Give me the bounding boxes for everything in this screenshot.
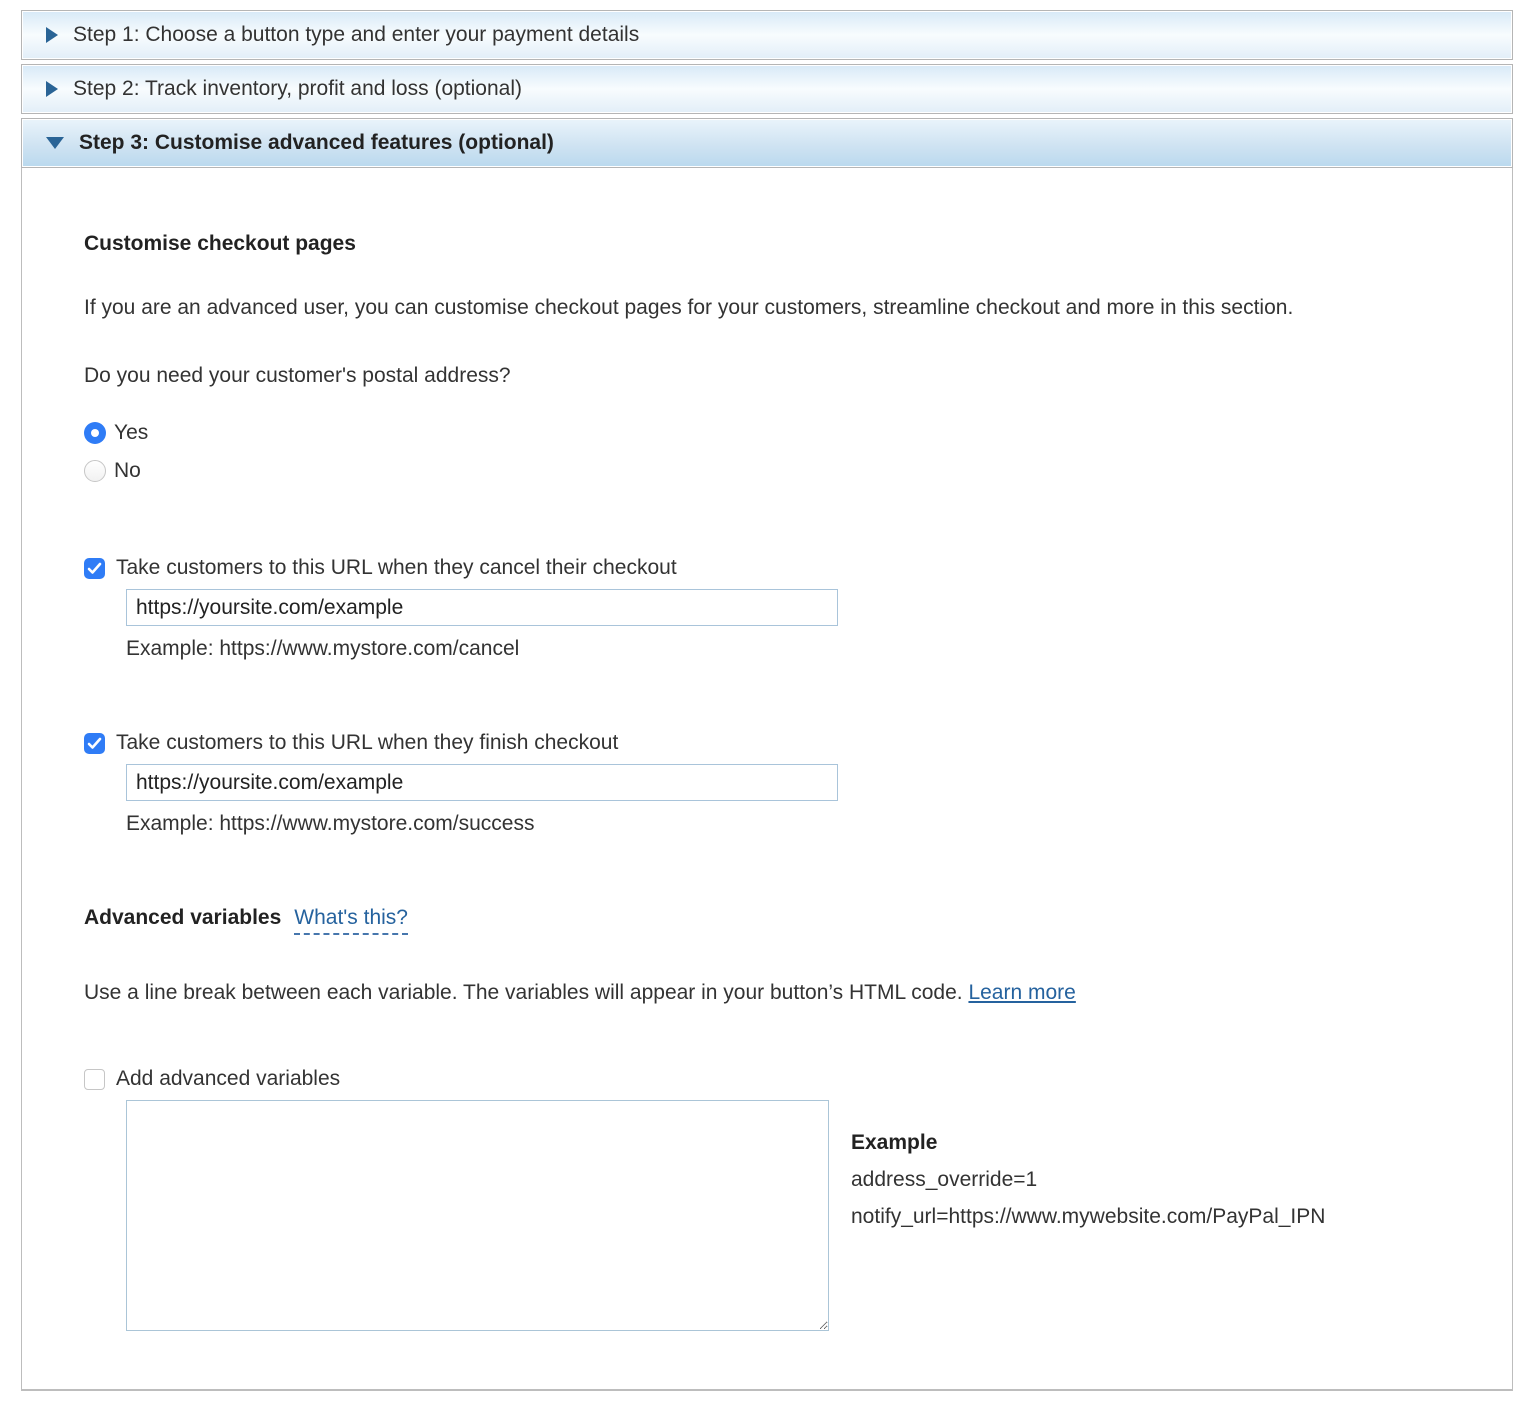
add-advanced-variables-checkbox-row[interactable] (84, 1067, 1472, 1091)
radio-yes-label: Yes (114, 421, 149, 444)
radio-no-label: No (114, 459, 141, 482)
step-2-header[interactable] (21, 64, 1513, 114)
learn-more-link[interactable]: Learn more (968, 981, 1076, 1004)
step-3-header[interactable] (21, 118, 1513, 168)
checkmark-icon (87, 737, 102, 750)
advanced-variables-textarea[interactable] (126, 1100, 829, 1331)
finish-url-example: Example: https://www.mystore.com/success (126, 812, 535, 835)
checkbox-checked-icon[interactable] (84, 733, 105, 754)
cancel-url-checkbox-label: Take customers to this URL when they cancel their checkout (116, 556, 677, 579)
example-title: Example (851, 1131, 938, 1154)
chevron-right-icon (46, 27, 58, 43)
cancel-url-input[interactable] (126, 589, 838, 626)
chevron-right-icon (46, 81, 58, 97)
advanced-variables-description (84, 975, 1394, 1011)
radio-yes-selected-icon[interactable] (84, 422, 106, 444)
advanced-variables-entry (126, 1100, 1472, 1331)
step-1-header[interactable] (21, 10, 1513, 60)
customise-checkout-description: If you are an advanced user, you can customise checkout pages for your customers, streamline checkout and more in this section. (84, 296, 1294, 319)
advanced-variables-example (851, 1100, 1325, 1235)
add-advanced-variables-label: Add advanced variables (116, 1067, 341, 1090)
finish-url-input[interactable] (126, 764, 838, 801)
step-3-panel (21, 168, 1513, 1391)
cancel-url-example: Example: https://www.mystore.com/cancel (126, 637, 520, 660)
step-1-label: Step 1: Choose a button type and enter your payment details (73, 23, 640, 46)
example-line-2: notify_url=https://www.mywebsite.com/PayPal_IPN (851, 1205, 1326, 1228)
radio-no-unselected-icon[interactable] (84, 460, 106, 482)
customise-checkout-title: Customise checkout pages (84, 232, 356, 255)
postal-address-question: Do you need your customer's postal address? (84, 364, 511, 387)
step-3-label: Step 3: Customise advanced features (optional) (79, 131, 554, 154)
example-line-1: address_override=1 (851, 1168, 1038, 1191)
cancel-url-checkbox-row[interactable] (84, 556, 1472, 580)
finish-url-checkbox-label: Take customers to this URL when they finish checkout (116, 731, 619, 754)
checkmark-icon (87, 562, 102, 575)
advanced-variables-description-text: Use a line break between each variable. The variables will appear in your button’s HTML code. (84, 981, 963, 1004)
step-2-label: Step 2: Track inventory, profit and loss (optional) (73, 77, 522, 100)
finish-url-checkbox-row[interactable] (84, 731, 1472, 755)
radio-option-no[interactable] (84, 456, 1472, 486)
whats-this-link[interactable]: What's this? (294, 906, 408, 935)
checkbox-checked-icon[interactable] (84, 558, 105, 579)
advanced-variables-header (84, 906, 1472, 935)
advanced-variables-title: Advanced variables (84, 906, 282, 929)
chevron-down-icon (46, 137, 64, 149)
radio-option-yes[interactable] (84, 418, 1472, 448)
checkbox-unchecked-icon[interactable] (84, 1069, 105, 1090)
